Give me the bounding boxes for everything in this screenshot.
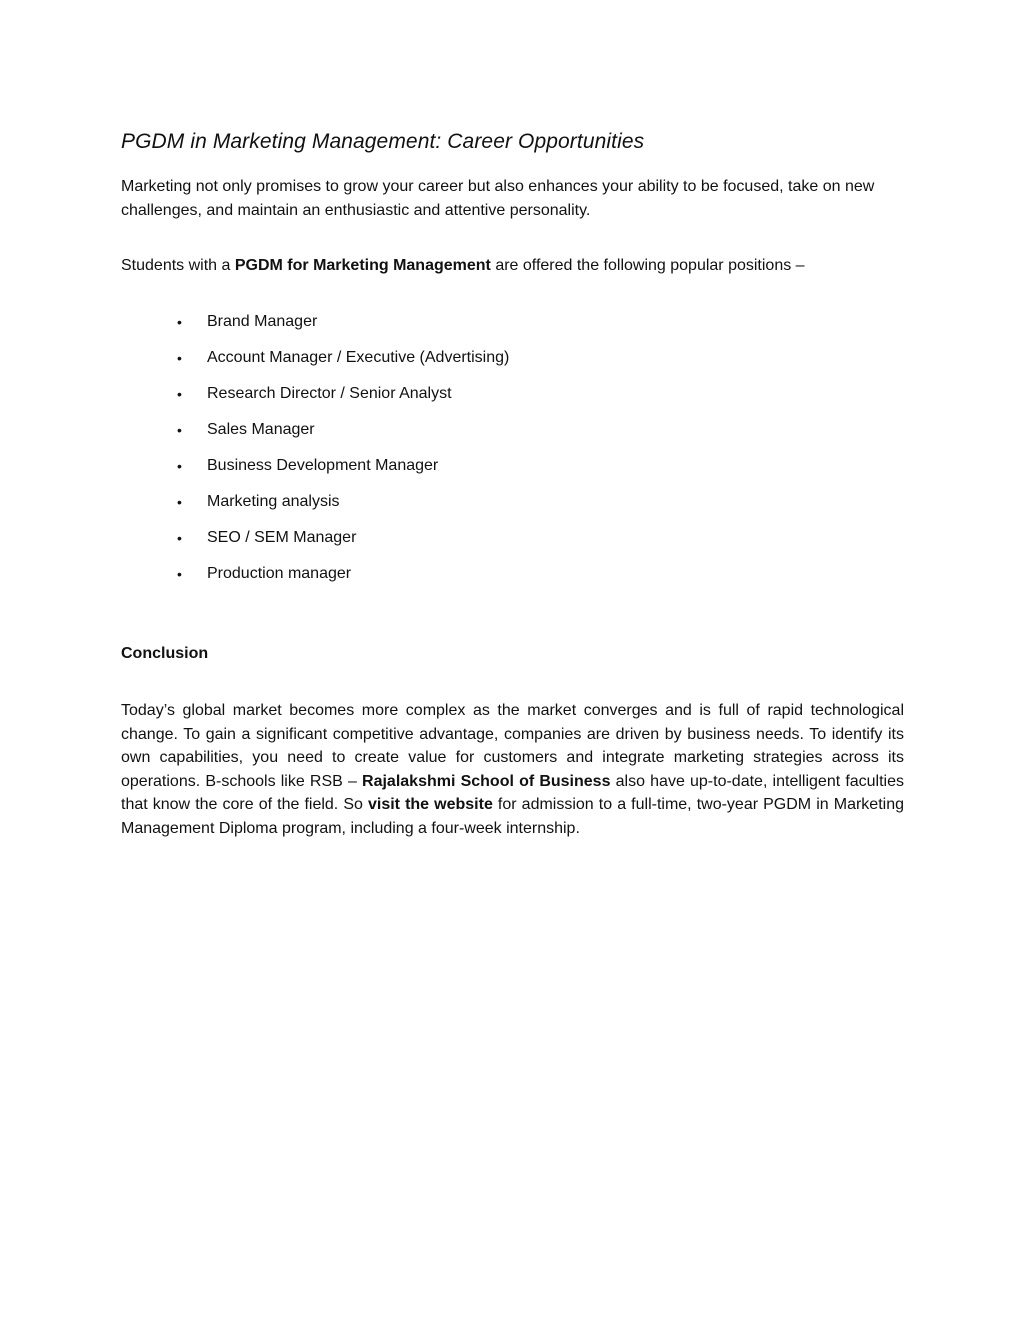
position-label: Research Director / Senior Analyst — [207, 385, 452, 402]
bullet-icon: • — [177, 458, 182, 474]
bullet-icon: • — [177, 494, 182, 510]
position-label: Brand Manager — [207, 313, 318, 330]
bullet-icon: • — [177, 566, 182, 582]
bullet-icon: • — [177, 386, 182, 402]
position-label: Marketing analysis — [207, 493, 340, 510]
positions-intro-paragraph — [121, 254, 904, 278]
conclusion-paragraph — [121, 699, 904, 840]
bullet-icon: • — [177, 314, 182, 330]
positions-intro-text-end: are offered the following popular positions – — [490, 257, 805, 274]
conclusion-heading: Conclusion — [121, 645, 209, 662]
list-item — [121, 382, 509, 418]
list-item — [121, 418, 509, 454]
school-name: Rajalakshmi School of Business — [362, 772, 611, 790]
document-page — [121, 0, 904, 1325]
position-label: Production manager — [207, 565, 352, 582]
program-name: PGDM for Marketing Management — [234, 257, 491, 274]
visit-website-text: visit the website — [367, 796, 493, 813]
bullet-icon: • — [177, 350, 182, 366]
list-item — [121, 346, 509, 382]
bullet-icon: • — [177, 530, 182, 546]
positions-intro-text: Students with a — [121, 257, 235, 274]
position-label: Sales Manager — [207, 421, 315, 438]
conclusion-text-3: for admission to a full-time, two-year PGDM in Marketing Management Diploma program, including a four-week internship. — [121, 796, 904, 837]
bullet-icon: • — [177, 422, 182, 438]
list-item — [121, 310, 509, 346]
position-label: SEO / SEM Manager — [207, 529, 357, 546]
list-item — [121, 562, 509, 598]
conclusion-text-1: Today’s global market becomes more complex as the market converges and is full of rapid technological change. To gain a significant competitive advantage, companies are driven by business needs. To identify its own capabilities, you need to create value for customers and integrate marketing strategies across its operations. B-schools like RSB – — [121, 702, 904, 790]
intro-paragraph: Marketing not only promises to grow your career but also enhances your ability to be focused, take on new challenges, and maintain an enthusiastic and attentive personality. — [121, 178, 875, 219]
conclusion-text-2: also have up-to-date, intelligent faculties that know the core of the field. So — [121, 772, 905, 813]
page-title: PGDM in Marketing Management: Career Opportunities — [121, 130, 645, 153]
list-item — [121, 454, 509, 490]
position-label: Business Development Manager — [207, 457, 439, 474]
positions-list — [121, 310, 509, 598]
list-item — [121, 490, 509, 526]
position-label: Account Manager / Executive (Advertising) — [207, 349, 510, 366]
list-item — [121, 526, 509, 562]
